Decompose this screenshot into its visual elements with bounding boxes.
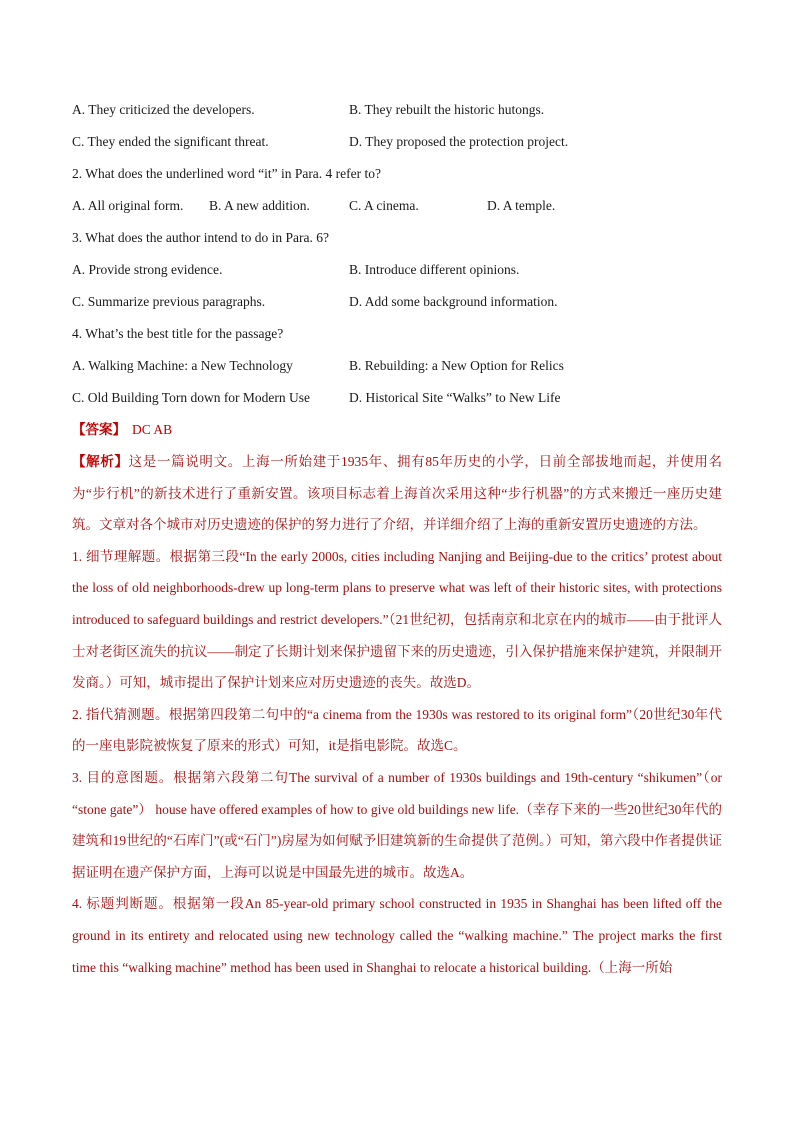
q2-stem-row (72, 164, 732, 196)
q3-option-d: D. Add some background information. (349, 294, 558, 309)
q1-option-b: B. They rebuilt the historic hutongs. (349, 102, 545, 117)
answer-label: 【答案】 (72, 422, 126, 437)
q4-options-row-2 (72, 388, 732, 420)
q2-option-a: A. All original form. (72, 198, 184, 213)
answer-row (72, 420, 732, 448)
q4-option-b: B. Rebuilding: a New Option for Relics (349, 358, 564, 373)
q3-option-c: C. Summarize previous paragraphs. (72, 294, 266, 309)
q3-option-b: B. Introduce different opinions. (349, 262, 520, 277)
q2-option-b: B. A new addition. (209, 198, 310, 213)
analysis-q1: 1. 细节理解题。根据第三段“In the early 2000s, cities including Nanjing and Beijing-due to the critics’ protest about the loss of old neighborhoods-drew up long-term plans to preserve what was left of their historic sites, with protections introduced to safeguard buildings and restrict developers.”（21世纪初，包括南京和北京在内的城市——由于批评人士对老街区流失的抗议——制定了长期计划来保护遗留下来的历史遗迹，引入保护措施来保护建筑，并限制开发商。）可知，城市提出了保护计划来应对历史遗迹的丧失。故选D。 (72, 548, 722, 691)
analysis-intro-paragraph (72, 446, 722, 541)
analysis-q4: 4. 标题判断题。根据第一段An 85-year-old primary school constructed in 1935 in Shanghai has been lifted off the ground in its entirety and relocated using new technology called the “walking machine.” The project marks the first time this “walking machine” method has been used in Shanghai to relocate a historical building.（上海一所始 (72, 896, 722, 975)
q1-option-d: D. They proposed the protection project. (349, 134, 569, 149)
q3-option-a: A. Provide strong evidence. (72, 262, 223, 277)
q3-options-row-1 (72, 260, 732, 292)
q2-option-c: C. A cinema. (349, 198, 419, 213)
q1-options-row-1 (72, 100, 732, 132)
q1-option-a: A. They criticized the developers. (72, 102, 255, 117)
answer-value: DC AB (132, 422, 173, 437)
analysis-q3: 3. 目的意图题。根据第六段第二句The survival of a number of 1930s buildings and 19th-century “shikumen”（or “stone gate”） house have offered examples of how to give old buildings new life.（幸存下来的一些20世纪30年代的建筑和19世纪的“石库门”(或“石门”)房屋为如何赋予旧建筑新的生命提供了范例。）可知，第六段中作者提供证据证明在遗产保护方面，上海可以说是中国最先进的城市。故选A。 (72, 769, 722, 880)
analysis-label: 【解析】 (72, 454, 129, 469)
q4-option-d: D. Historical Site “Walks” to New Life (349, 390, 561, 405)
q3-options-row-2 (72, 292, 732, 324)
q2-option-d: D. A temple. (487, 198, 556, 213)
q4-option-c: C. Old Building Torn down for Modern Use (72, 390, 311, 405)
q2-options-row (72, 196, 732, 228)
q4-option-a: A. Walking Machine: a New Technology (72, 358, 293, 373)
q4-stem-row (72, 324, 732, 356)
q1-option-c: C. They ended the significant threat. (72, 134, 269, 149)
analysis-intro: 这是一篇说明文。上海一所始建于1935年、拥有85年历史的小学，日前全部拔地而起，并使用名为“步行机”的新技术进行了重新安置。该项目标志着上海首次采用这种“步行机器”的方式来搬迁一座历史建筑。文章对各个城市对历史遗迹的保护的努力进行了介绍，并详细介绍了上海的重新安置历史遗迹的方法。 (72, 454, 723, 533)
q3-stem-row (72, 228, 732, 260)
q3-stem: 3. What does the author intend to do in Para. 6? (72, 230, 329, 245)
q4-options-row-1 (72, 356, 732, 388)
q1-options-row-2 (72, 132, 732, 164)
q2-stem: 2. What does the underlined word “it” in Para. 4 refer to? (72, 166, 382, 181)
questions-block (72, 100, 732, 448)
analysis-q2: 2. 指代猜测题。根据第四段第二句中的“a cinema from the 1930s was restored to its original form”（20世纪30年代的一座电影院被恢复了原来的形式）可知，it是指电影院。故选C。 (72, 706, 722, 754)
q4-stem: 4. What’s the best title for the passage? (72, 326, 284, 341)
analysis-block (72, 446, 722, 983)
